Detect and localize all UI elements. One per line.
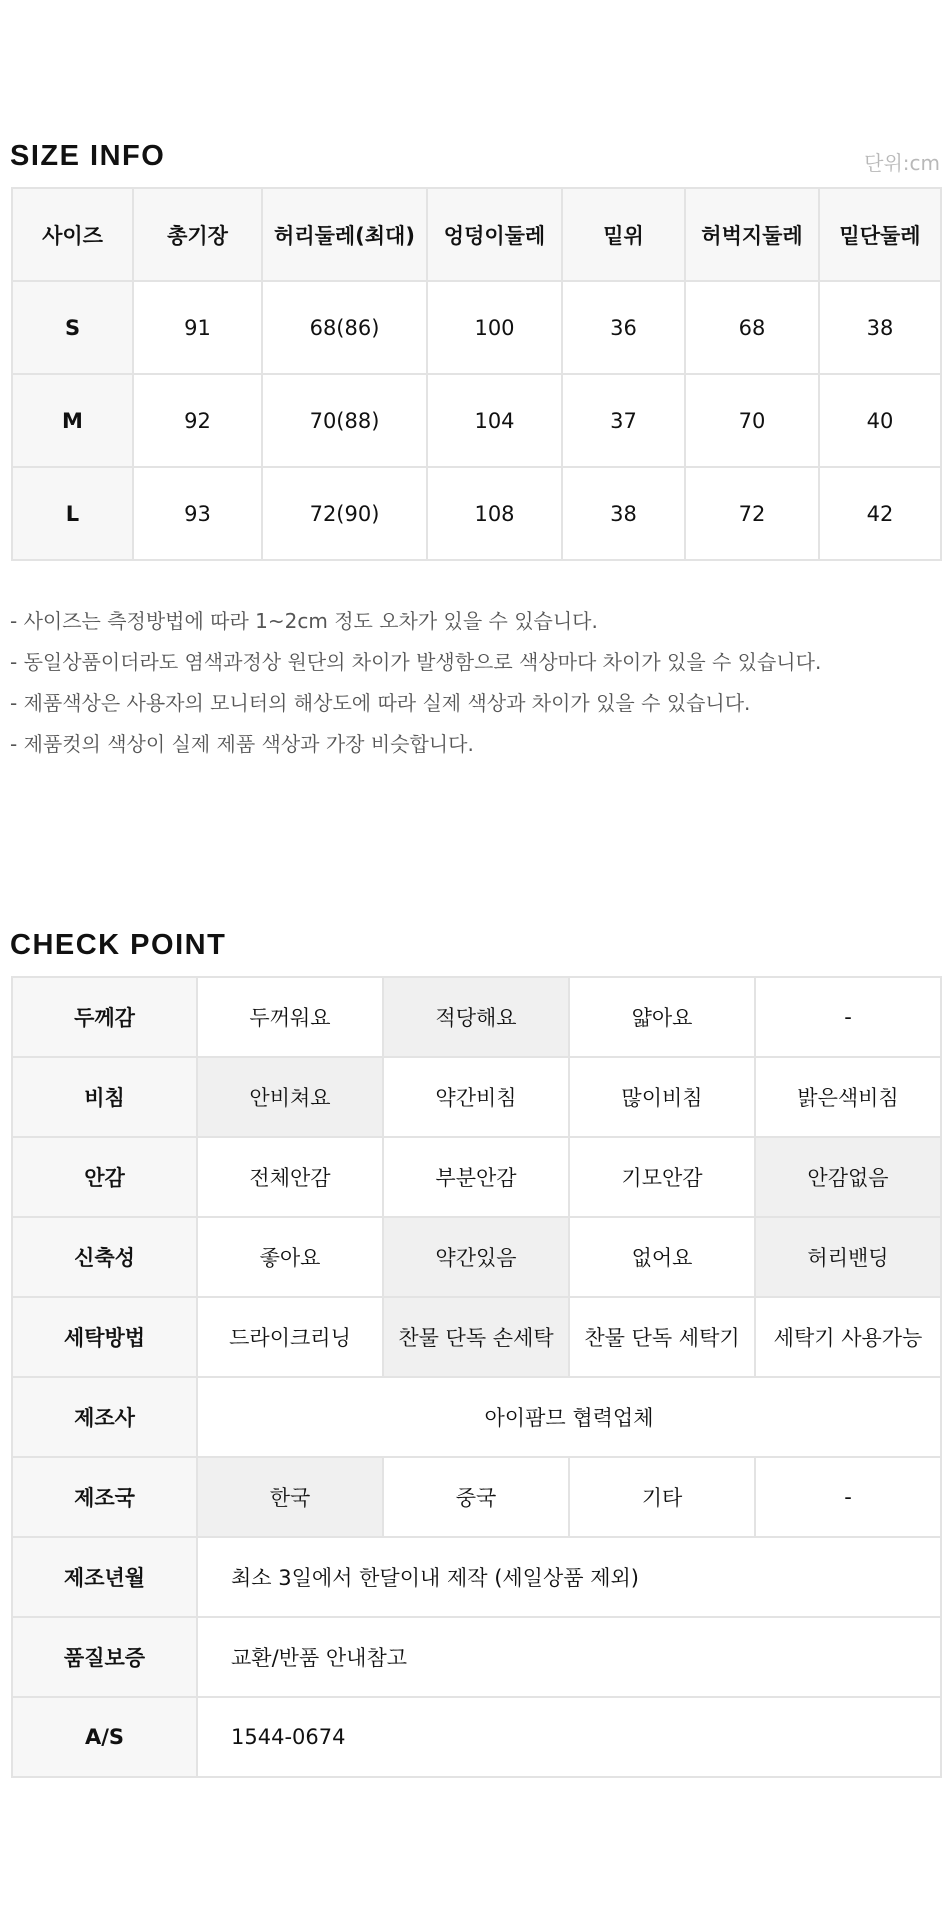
label-manufacturer: 제조사 (12, 1377, 197, 1457)
option-cell: 중국 (383, 1457, 569, 1537)
check-point-title: CHECK POINT (10, 929, 227, 961)
note-item: - 제품색상은 사용자의 모니터의 해상도에 따라 실제 색상과 차이가 있을 수 있습니다. (10, 691, 751, 715)
table-cell: 38 (819, 281, 941, 374)
table-cell: 100 (427, 281, 562, 374)
option-cell-selected: 허리밴딩 (755, 1217, 941, 1297)
table-cell: 93 (133, 467, 262, 560)
table-cell: 108 (427, 467, 562, 560)
check-point-table (11, 976, 942, 1778)
table-cell: 91 (133, 281, 262, 374)
table-row (12, 374, 941, 467)
option-cell-selected: 안비쳐요 (197, 1057, 383, 1137)
row-country (12, 1457, 941, 1537)
header-waist: 허리둘레(최대) (262, 188, 427, 281)
row-date (12, 1537, 941, 1617)
table-cell: 92 (133, 374, 262, 467)
header-hem: 밑단둘레 (819, 188, 941, 281)
option-cell: 두꺼워요 (197, 977, 383, 1057)
label-sheerness: 비침 (12, 1057, 197, 1137)
option-cell: - (755, 977, 941, 1057)
size-table (11, 187, 942, 561)
row-washing (12, 1297, 941, 1377)
table-row (12, 281, 941, 374)
label-warranty: 품질보증 (12, 1617, 197, 1697)
option-cell-selected: 적당해요 (383, 977, 569, 1057)
table-cell: 40 (819, 374, 941, 467)
label-country: 제조국 (12, 1457, 197, 1537)
value-date: 최소 3일에서 한달이내 제작 (세일상품 제외) (197, 1537, 941, 1617)
option-cell: 많이비침 (569, 1057, 755, 1137)
header-hip: 엉덩이둘레 (427, 188, 562, 281)
unit-label: 단위:cm (864, 151, 940, 175)
table-cell: 70 (685, 374, 819, 467)
table-cell: 72 (685, 467, 819, 560)
option-cell: 기타 (569, 1457, 755, 1537)
row-sheerness (12, 1057, 941, 1137)
option-cell-selected: 한국 (197, 1457, 383, 1537)
option-cell: 세탁기 사용가능 (755, 1297, 941, 1377)
label-washing: 세탁방법 (12, 1297, 197, 1377)
table-cell: 37 (562, 374, 685, 467)
option-cell: 기모안감 (569, 1137, 755, 1217)
table-cell: 68 (685, 281, 819, 374)
label-thickness: 두께감 (12, 977, 197, 1057)
note-item: - 사이즈는 측정방법에 따라 1~2cm 정도 오차가 있을 수 있습니다. (10, 609, 598, 633)
header-total-length: 총기장 (133, 188, 262, 281)
header-thigh: 허벅지둘레 (685, 188, 819, 281)
table-cell: 68(86) (262, 281, 427, 374)
label-lining: 안감 (12, 1137, 197, 1217)
note-item: - 동일상품이더라도 염색과정상 원단의 차이가 발생함으로 색상마다 차이가 있을 수 있습니다. (10, 650, 822, 674)
option-cell: 약간비침 (383, 1057, 569, 1137)
table-cell: 72(90) (262, 467, 427, 560)
value-manufacturer: 아이팜므 협력업체 (197, 1377, 941, 1457)
table-cell: 70(88) (262, 374, 427, 467)
size-table-header-row (12, 188, 941, 281)
option-cell: - (755, 1457, 941, 1537)
row-lining (12, 1137, 941, 1217)
label-as: A/S (12, 1697, 197, 1777)
option-cell: 전체안감 (197, 1137, 383, 1217)
table-cell: 42 (819, 467, 941, 560)
option-cell-selected: 찬물 단독 손세탁 (383, 1297, 569, 1377)
value-as: 1544-0674 (197, 1697, 941, 1777)
option-cell: 없어요 (569, 1217, 755, 1297)
label-stretch: 신축성 (12, 1217, 197, 1297)
table-cell: 38 (562, 467, 685, 560)
option-cell: 얇아요 (569, 977, 755, 1057)
row-as (12, 1697, 941, 1777)
size-label: M (12, 374, 133, 467)
row-thickness (12, 977, 941, 1057)
option-cell: 부분안감 (383, 1137, 569, 1217)
notes-list (10, 606, 821, 770)
label-date: 제조년월 (12, 1537, 197, 1617)
size-info-title: SIZE INFO (10, 140, 166, 172)
option-cell-selected: 약간있음 (383, 1217, 569, 1297)
header-rise: 밑위 (562, 188, 685, 281)
row-stretch (12, 1217, 941, 1297)
row-warranty (12, 1617, 941, 1697)
value-warranty: 교환/반품 안내참고 (197, 1617, 941, 1697)
table-cell: 36 (562, 281, 685, 374)
note-item: - 제품컷의 색상이 실제 제품 색상과 가장 비슷합니다. (10, 732, 474, 756)
table-row (12, 467, 941, 560)
option-cell: 좋아요 (197, 1217, 383, 1297)
option-cell: 찬물 단독 세탁기 (569, 1297, 755, 1377)
size-label: S (12, 281, 133, 374)
option-cell: 밝은색비침 (755, 1057, 941, 1137)
row-manufacturer (12, 1377, 941, 1457)
header-size: 사이즈 (12, 188, 133, 281)
option-cell-selected: 안감없음 (755, 1137, 941, 1217)
size-label: L (12, 467, 133, 560)
option-cell: 드라이크리닝 (197, 1297, 383, 1377)
table-cell: 104 (427, 374, 562, 467)
